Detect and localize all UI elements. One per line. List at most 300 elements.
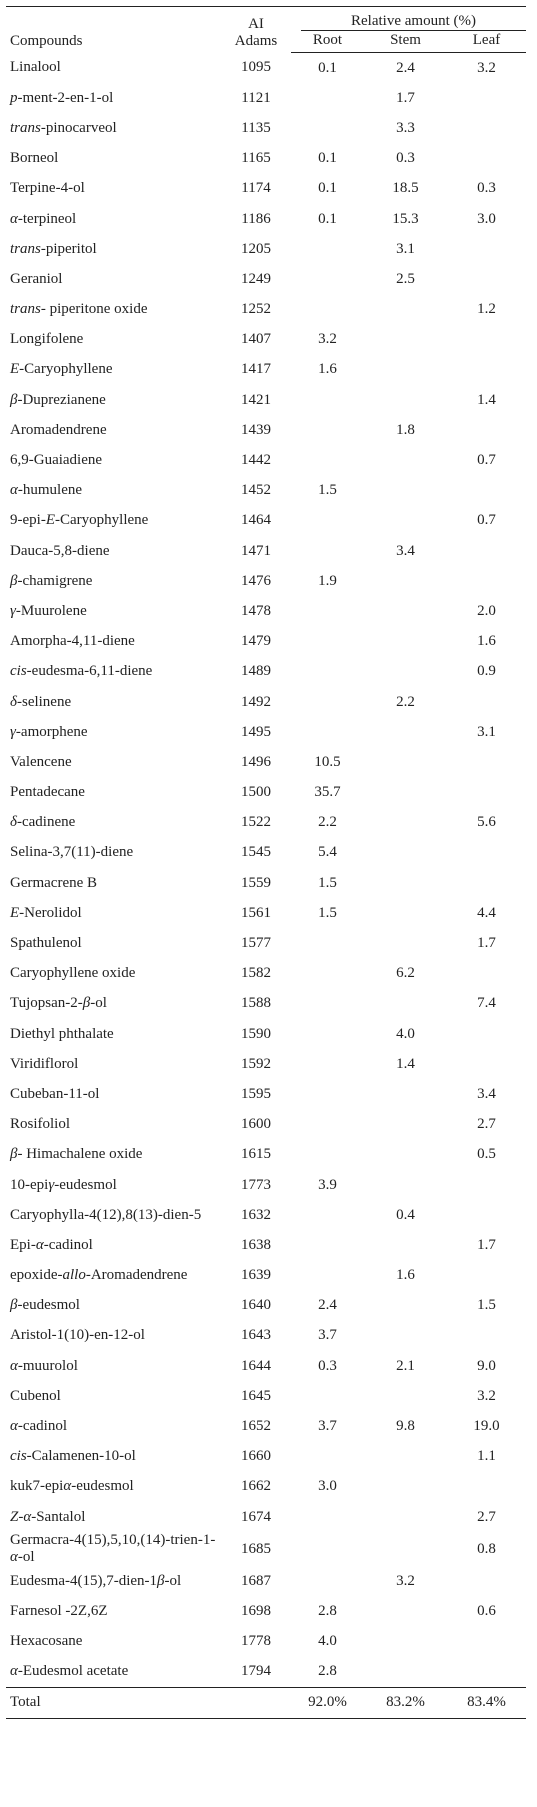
root-value [291,596,364,626]
table-row [6,174,526,204]
leaf-value: 1.7 [477,935,496,952]
leaf-value: 0.8 [477,1540,496,1557]
compound-name: Aristol-1(10)-en-12-ol [10,1327,145,1344]
compound-name: δ-cadinene [10,814,76,831]
ai-value: 1590 [241,1025,271,1042]
table-row [6,868,526,898]
stem-value [364,1140,447,1170]
leaf-value: 1.4 [477,391,496,408]
compound-name: Z-α-Santalol [10,1508,86,1525]
root-value: 1.5 [318,482,337,499]
table-row [6,1596,526,1626]
stem-value: 2.1 [396,1357,415,1374]
leaf-value: 0.9 [477,663,496,680]
total-ai [221,1687,291,1718]
root-value [291,264,364,294]
leaf-value [447,415,526,445]
stem-value: 1.8 [396,421,415,438]
ai-value: 1595 [241,1085,271,1102]
compound-name: Hexacosane [10,1633,83,1650]
root-value [291,1140,364,1170]
compound-name: Farnesol -2Z,6Z [10,1602,108,1619]
compound-name: γ-amorphene [10,723,88,740]
root-value: 0.1 [318,180,337,197]
ai-value: 1638 [241,1236,271,1253]
leaf-value: 3.1 [477,723,496,740]
root-value: 5.4 [318,844,337,861]
root-value: 0.1 [318,210,337,227]
compound-name: Terpine-4-ol [10,180,85,197]
root-value [291,1566,364,1596]
stem-value [364,385,447,415]
root-value [291,657,364,687]
ai-value: 1639 [241,1267,271,1284]
leaf-value: 0.6 [477,1602,496,1619]
leaf-value [447,1049,526,1079]
table-row [6,1411,526,1441]
table-row [6,536,526,566]
ai-value: 1121 [241,89,271,106]
root-value: 0.1 [318,150,337,167]
stem-value [364,445,447,475]
leaf-value: 0.7 [477,452,496,469]
table-row [6,385,526,415]
ai-value: 1479 [241,633,271,650]
stem-value [364,1079,447,1109]
root-value [291,928,364,958]
stem-value: 1.4 [396,1055,415,1072]
compound-name: Dauca-5,8-diene [10,542,110,559]
table-body [6,53,526,1688]
leaf-value [447,1019,526,1049]
stem-value: 1.7 [396,89,415,106]
ai-value: 1794 [241,1663,271,1680]
leaf-value: 0.3 [477,180,496,197]
stem-value [364,928,447,958]
ai-value: 1577 [241,935,271,952]
table-row [6,1079,526,1109]
ai-value: 1674 [241,1508,271,1525]
table-row [6,506,526,536]
ai-value: 1495 [241,723,271,740]
table-row [6,1627,526,1657]
leaf-value: 3.2 [477,1387,496,1404]
compound-name: Rosifoliol [10,1116,71,1133]
table-row [6,295,526,325]
table-row [6,325,526,355]
leaf-value: 1.2 [477,301,496,318]
root-value [291,445,364,475]
root-value: 3.7 [318,1327,337,1344]
compound-name: Borneol [10,150,59,167]
stem-value: 3.4 [396,542,415,559]
stem-value [364,596,447,626]
compound-name: Spathulenol [10,935,82,952]
compound-name: α-muurolol [10,1357,78,1374]
stem-value: 6.2 [396,965,415,982]
table-row [6,83,526,113]
ai-value: 1417 [241,361,271,378]
compound-name: Valencene [10,753,72,770]
root-value [291,234,364,264]
total-stem: 83.2% [364,1687,447,1718]
root-value [291,113,364,143]
compound-name: Cubenol [10,1387,61,1404]
compound-name: Amorpha-4,11-diene [10,633,135,650]
ai-value: 1442 [241,452,271,469]
ai-value: 1186 [241,210,271,227]
stem-value: 4.0 [396,1025,415,1042]
stem-value: 3.3 [396,119,415,136]
root-value [291,1110,364,1140]
leaf-value [447,536,526,566]
ai-value: 1685 [241,1540,271,1557]
compound-name: 6,9-Guaiadiene [10,452,103,469]
leaf-value: 0.7 [477,512,496,529]
compound-name: trans- piperitone oxide [10,301,148,318]
stem-value [364,1110,447,1140]
compound-name: γ-Muurolene [10,602,87,619]
ai-value: 1205 [241,240,271,257]
leaf-value [447,868,526,898]
leaf-value [447,566,526,596]
table-row [6,415,526,445]
stem-value [364,1381,447,1411]
leaf-value [447,1657,526,1688]
header-root: Root [291,32,364,53]
root-value [291,83,364,113]
compound-name: Selina-3,7(11)-diene [10,844,134,861]
header-compounds: Compounds [6,7,221,53]
header-ai-line1: AI [248,15,264,32]
compound-name: β-Duprezianene [10,391,106,408]
stem-value [364,1657,447,1688]
leaf-value [447,264,526,294]
stem-value: 18.5 [392,180,419,197]
root-value [291,627,364,657]
ai-value: 1500 [241,784,271,801]
compound-name: Epi-α-cadinol [10,1236,93,1253]
table-row [6,355,526,385]
ai-value: 1476 [241,572,271,589]
root-value [291,506,364,536]
compound-name: Longifolene [10,331,84,348]
ai-value: 1559 [241,874,271,891]
stem-value [364,1596,447,1626]
ai-value: 1522 [241,814,271,831]
table-row [6,1291,526,1321]
total-leaf: 83.4% [447,1687,526,1718]
compound-name: 9-epi-E-Caryophyllene [10,512,149,529]
ai-value: 1660 [241,1448,271,1465]
ai-value: 1592 [241,1055,271,1072]
ai-value: 1174 [241,180,271,197]
stem-value [364,1532,447,1566]
leaf-value: 0.5 [477,1146,496,1163]
ai-value: 1632 [241,1206,271,1223]
table-row [6,204,526,234]
ai-value: 1687 [241,1572,271,1589]
leaf-value [447,1321,526,1351]
header-ai-adams [221,7,291,53]
table-row [6,687,526,717]
root-value: 10.5 [314,753,341,770]
compound-name: Cubeban-11-ol [10,1085,100,1102]
header-leaf: Leaf [447,32,526,53]
table-row [6,1472,526,1502]
ai-value: 1439 [241,421,271,438]
table-row [6,476,526,506]
ai-value: 1640 [241,1297,271,1314]
compound-name: Diethyl phthalate [10,1025,114,1042]
table-row [6,1019,526,1049]
stem-value [364,476,447,506]
compound-name: 10-epiγ-eudesmol [10,1176,117,1193]
ai-value: 1773 [241,1176,271,1193]
table-row [6,1657,526,1688]
header-stem: Stem [364,32,447,53]
stem-value: 9.8 [396,1418,415,1435]
table-row [6,1200,526,1230]
leaf-value [447,1472,526,1502]
compound-name: epoxide-allo-Aromadendrene [10,1267,188,1284]
leaf-value: 2.7 [477,1508,496,1525]
ai-value: 1478 [241,602,271,619]
root-value: 3.9 [318,1176,337,1193]
stem-value: 2.4 [396,59,415,76]
table-row [6,1442,526,1472]
table-row [6,264,526,294]
stem-value [364,1502,447,1532]
stem-value [364,1291,447,1321]
compound-name: E-Nerolidol [10,904,82,921]
stem-value: 1.6 [396,1267,415,1284]
root-value [291,959,364,989]
stem-value [364,1321,447,1351]
stem-value: 3.1 [396,240,415,257]
table-row [6,657,526,687]
compound-name: Aromadendrene [10,421,107,438]
table-row [6,1381,526,1411]
root-value [291,1381,364,1411]
table-row [6,596,526,626]
leaf-value [447,83,526,113]
table-row [6,1140,526,1170]
root-value: 2.2 [318,814,337,831]
compound-name: Germacrene B [10,874,98,891]
leaf-value [447,1566,526,1596]
table-row [6,959,526,989]
compound-name: α-Eudesmol acetate [10,1663,129,1680]
leaf-value: 3.2 [477,59,496,76]
compound-name: cis-eudesma-6,11-diene [10,663,153,680]
compound-name: α-terpineol [10,210,77,227]
root-value [291,1502,364,1532]
leaf-value [447,234,526,264]
table-row [6,838,526,868]
ai-value: 1421 [241,391,271,408]
root-value [291,989,364,1019]
root-value [291,687,364,717]
root-value: 0.3 [318,1357,337,1374]
table-row [6,1502,526,1532]
stem-value [364,657,447,687]
stem-value [364,1442,447,1472]
ai-value: 1652 [241,1418,271,1435]
stem-value [364,808,447,838]
root-value [291,1079,364,1109]
leaf-value: 3.4 [477,1085,496,1102]
ai-value: 1645 [241,1387,271,1404]
leaf-value [447,1627,526,1657]
stem-value [364,1230,447,1260]
leaf-value [447,1200,526,1230]
root-value [291,1049,364,1079]
compound-name: Pentadecane [10,784,85,801]
stem-value [364,1472,447,1502]
compound-name: cis-Calamenen-10-ol [10,1448,136,1465]
ai-value: 1643 [241,1327,271,1344]
leaf-value [447,113,526,143]
leaf-value: 3.0 [477,210,496,227]
leaf-value: 2.0 [477,602,496,619]
root-value: 1.5 [318,874,337,891]
stem-value: 0.4 [396,1206,415,1223]
compound-name: β-eudesmol [10,1297,80,1314]
leaf-value: 2.7 [477,1116,496,1133]
leaf-value: 5.6 [477,814,496,831]
root-value [291,1200,364,1230]
header-ai-line2: Adams [234,32,278,49]
leaf-value [447,1170,526,1200]
stem-value: 2.2 [396,693,415,710]
ai-value: 1582 [241,965,271,982]
ai-value: 1095 [241,59,271,76]
leaf-value [447,687,526,717]
compound-name: trans-pinocarveol [10,119,117,136]
ai-value: 1135 [241,119,271,136]
stem-value: 2.5 [396,270,415,287]
stem-value [364,325,447,355]
table-row [6,1566,526,1596]
ai-value: 1471 [241,542,271,559]
table-row [6,778,526,808]
compound-name: Geraniol [10,270,63,287]
leaf-value: 7.4 [477,995,496,1012]
root-value: 2.8 [318,1602,337,1619]
ai-value: 1252 [241,301,271,318]
root-value: 35.7 [314,784,341,801]
compound-name: Caryophyllene oxide [10,965,136,982]
table-row [6,566,526,596]
ai-value: 1588 [241,995,271,1012]
leaf-value [447,355,526,385]
root-value: 1.9 [318,572,337,589]
stem-value: 15.3 [392,210,419,227]
table-row [6,234,526,264]
ai-value: 1561 [241,904,271,921]
ai-value: 1662 [241,1478,271,1495]
root-value: 2.4 [318,1297,337,1314]
stem-value: 3.2 [396,1572,415,1589]
table-row [6,747,526,777]
stem-value [364,898,447,928]
compound-name: Viridiflorol [10,1055,79,1072]
ai-value: 1492 [241,693,271,710]
compound-name: Caryophylla-4(12),8(13)-dien-5 [10,1206,202,1223]
leaf-value: 4.4 [477,904,496,921]
ai-value: 1644 [241,1357,271,1374]
leaf-value [447,838,526,868]
table-row [6,53,526,84]
root-value [291,1532,364,1566]
header-relative-amount [291,7,526,33]
compound-name: Tujopsan-2-β-ol [10,995,107,1012]
root-value [291,536,364,566]
table-row [6,989,526,1019]
table-row [6,898,526,928]
leaf-value [447,1261,526,1291]
stem-value [364,778,447,808]
root-value [291,295,364,325]
ai-value: 1545 [241,844,271,861]
compound-name: δ-selinene [10,693,72,710]
stem-value [364,627,447,657]
ai-value: 1698 [241,1602,271,1619]
stem-value: 0.3 [396,150,415,167]
compound-name: E-Caryophyllene [10,361,113,378]
root-value [291,415,364,445]
total-row [6,1687,526,1718]
leaf-value [447,959,526,989]
stem-value [364,1170,447,1200]
table-row [6,1230,526,1260]
compound-name: β-chamigrene [10,572,93,589]
stem-value [364,868,447,898]
table-row [6,928,526,958]
root-value [291,1019,364,1049]
table-row [6,808,526,838]
root-value: 3.2 [318,331,337,348]
table-row [6,627,526,657]
ai-value: 1496 [241,753,271,770]
table-row [6,144,526,174]
compound-name: kuk7-epiα-eudesmol [10,1478,134,1495]
stem-value [364,989,447,1019]
compound-name: Linalool [10,59,61,76]
ai-value: 1407 [241,331,271,348]
table-row [6,1049,526,1079]
ai-value: 1165 [241,150,271,167]
leaf-value: 9.0 [477,1357,496,1374]
table-row [6,1110,526,1140]
leaf-value [447,476,526,506]
stem-value [364,355,447,385]
ai-value: 1489 [241,663,271,680]
root-value: 0.1 [318,59,337,76]
total-label: Total [6,1687,221,1718]
compound-name: α-cadinol [10,1418,68,1435]
ai-value: 1452 [241,482,271,499]
leaf-value: 1.5 [477,1297,496,1314]
ai-value: 1249 [241,270,271,287]
leaf-value: 19.0 [473,1418,500,1435]
table-row [6,1321,526,1351]
leaf-value [447,778,526,808]
ai-value: 1615 [241,1146,271,1163]
compound-name: β- Himachalene oxide [10,1146,143,1163]
root-value: 3.7 [318,1418,337,1435]
